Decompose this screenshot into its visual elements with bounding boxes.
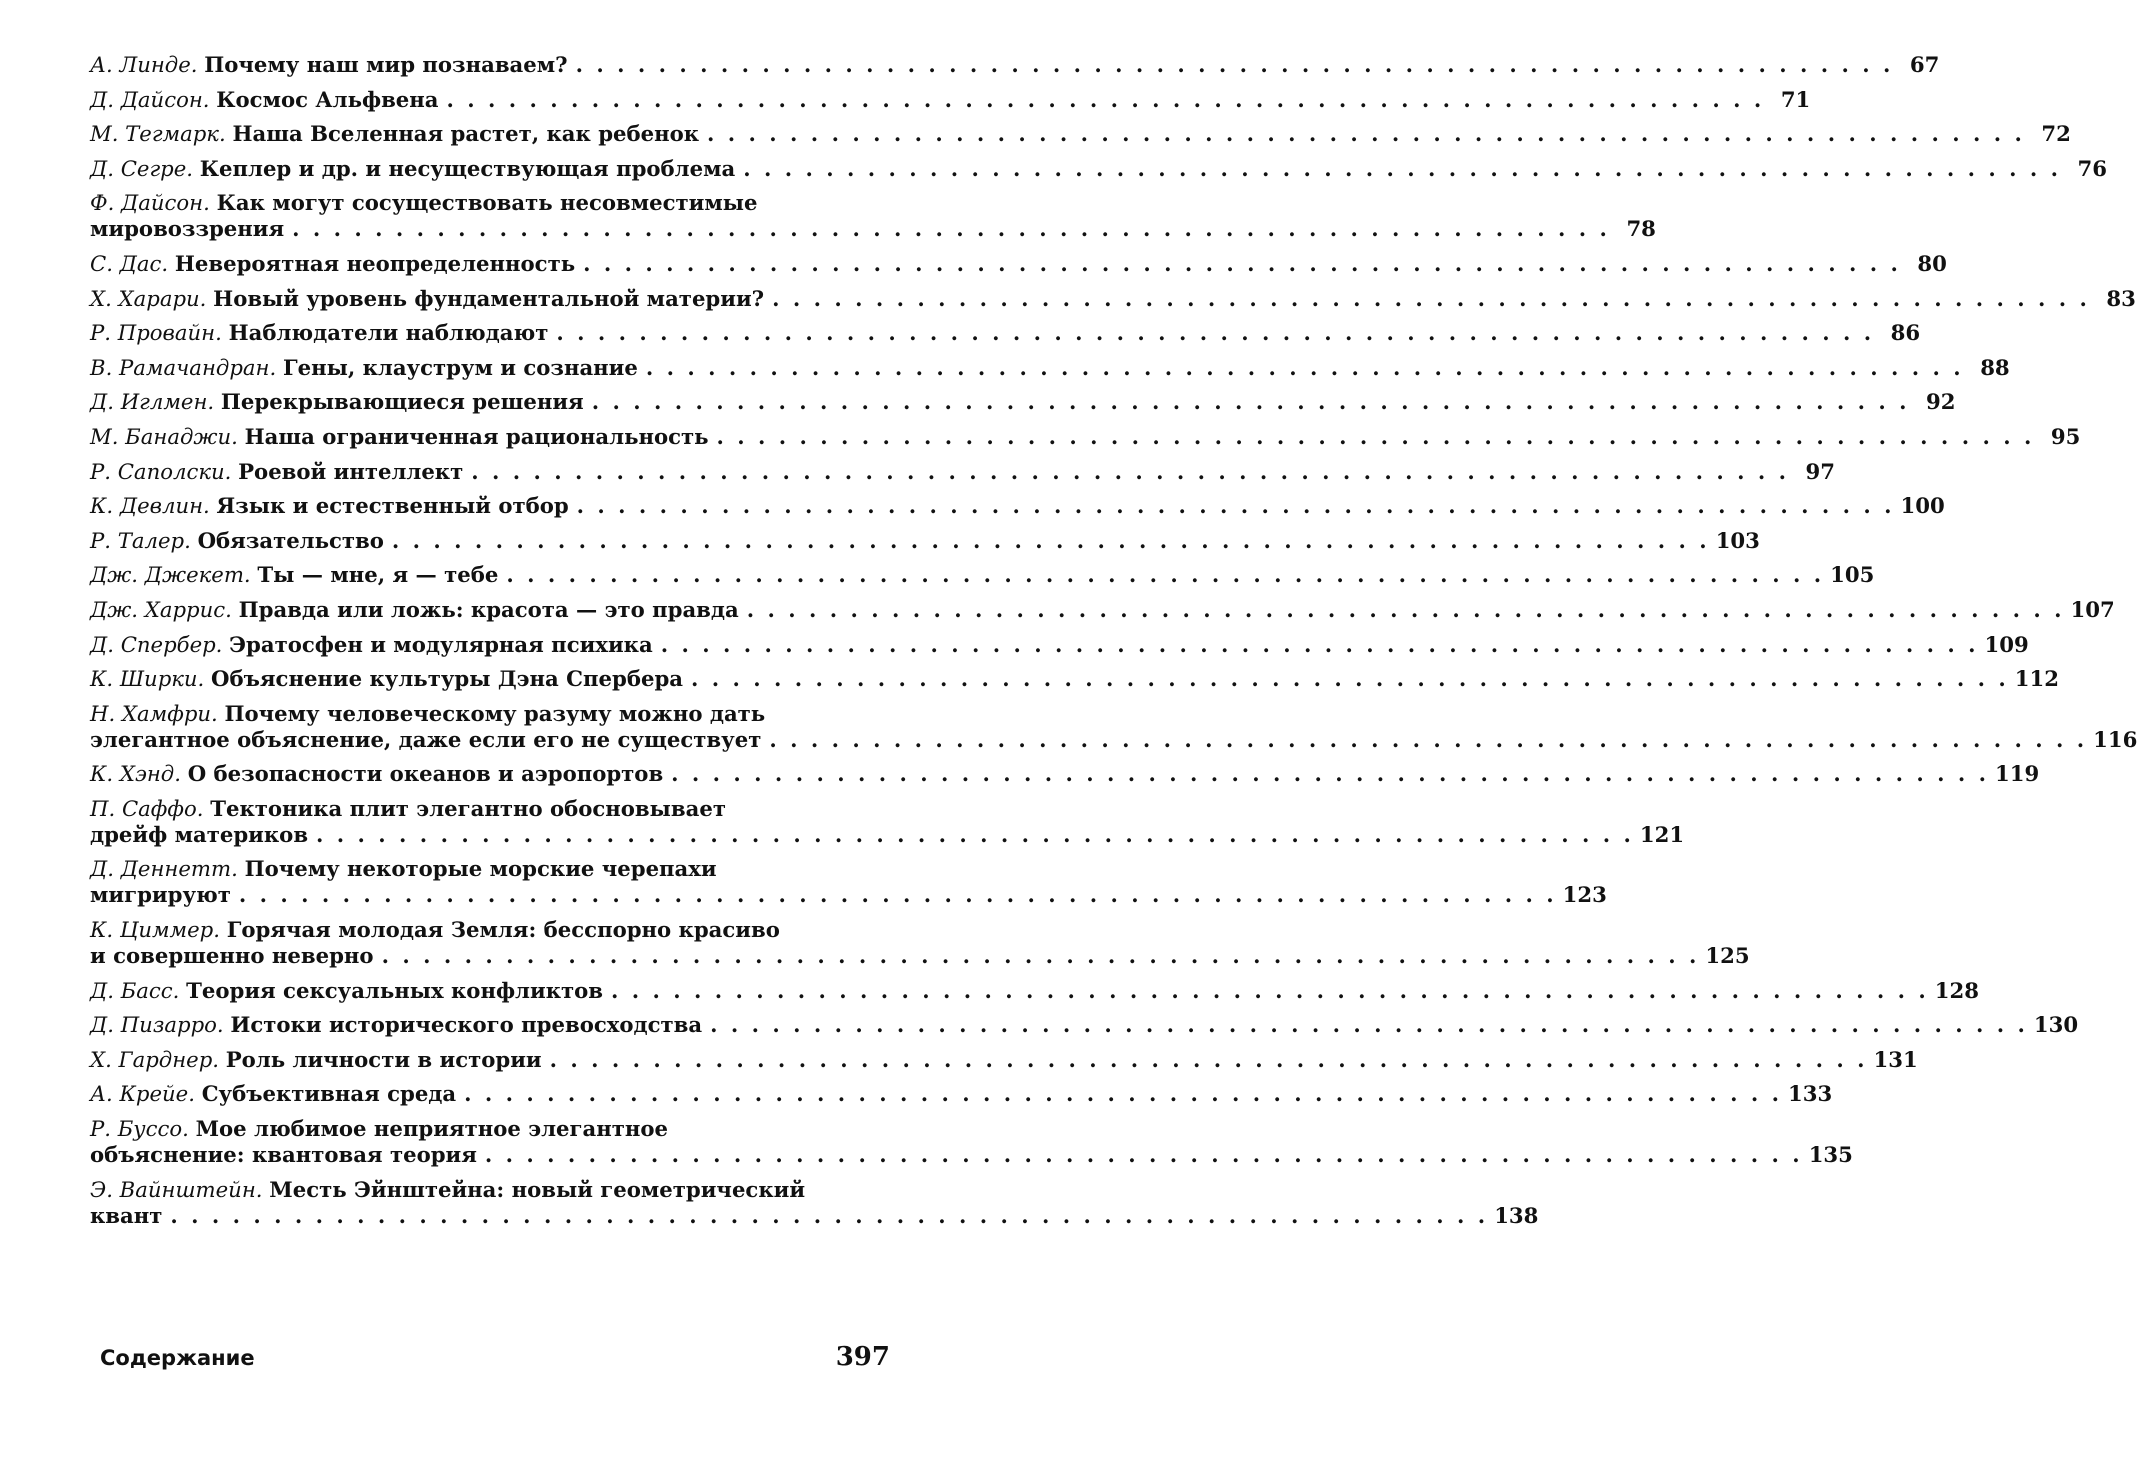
toc-entry-text [90,796,726,821]
toc-entry-line-last [90,121,2071,147]
toc-entry [90,423,2081,450]
dot-leader: . . . . . . . . . . . . . . . . . . . . . . . . . . . . . . . . . . . . . . . . . . . . . . . . . . . . . . . . . . . . . . . . [575,52,1894,77]
dot-leader: . . . . . . . . . . . . . . . . . . . . . . . . . . . . . . . . . . . . . . . . . . . . . . . . . . . . . . . . . . . . . . . . [292,216,1610,242]
toc-page-number: 112 [2014,666,2060,692]
toc-title: Эратосфен и модулярная психика [229,631,653,657]
toc-entry-line-last [90,666,2060,692]
toc-entry-text [90,87,439,113]
toc-author: К. Циммер. [90,917,220,943]
toc-entry-text [90,882,231,908]
dot-leader: . . . . . . . . . . . . . . . . . . . . . . . . . . . . . . . . . . . . . . . . . . . . . . . . . . . . . . . . . . . . . . . . [591,389,1910,415]
toc-author: М. Тегмарк. [90,121,226,147]
toc-title: Как могут сосуществовать несовместимые [216,190,758,216]
toc-entry-text [90,493,569,519]
toc-entry-text [90,320,548,346]
dot-leader: . . . . . . . . . . . . . . . . . . . . . . . . . . . . . . . . . . . . . . . . . . . . . . . . . . . . . . . . . . . . . . . . [710,1012,2028,1038]
toc-page-number: 109 [1984,631,2029,657]
toc-entry-line [90,856,890,882]
dot-leader: . . . . . . . . . . . . . . . . . . . . . . . . . . . . . . . . . . . . . . . . . . . . . . . . . . . . . . . . . . . . . . . . [691,666,2009,692]
toc-entry [90,562,1875,588]
dot-leader: . . . . . . . . . . . . . . . . . . . . . . . . . . . . . . . . . . . . . . . . . . . . . . . . . . . . . . . . . . . . . . . . [506,562,1825,588]
toc-author: Д. Сегре. [90,155,193,181]
toc-entry-text [90,666,683,692]
toc-page-number: 128 [1934,977,1980,1003]
toc-entry-line [90,1177,890,1203]
dot-leader: . . . . . . . . . . . . . . . . . . . . . . . . . . . . . . . . . . . . . . . . . . . . . . . . . . . . . . . . . . . . . . . . [611,977,1929,1003]
toc-entry-text [90,251,575,277]
toc-page-number: 88 [1980,354,2010,380]
toc-title: Невероятная неопределенность [174,250,576,276]
dot-leader: . . . . . . . . . . . . . . . . . . . . . . . . . . . . . . . . . . . . . . . . . . . . . . . . . . . . . . . . . . . . . . . . [170,1202,1489,1228]
toc-title: Истоки исторического превосходства [230,1012,703,1038]
toc-page-number: 72 [2041,121,2071,147]
toc-author: Дж. Джекет. [90,562,251,588]
toc-entry-text [90,190,758,215]
toc-title: объяснение: квантовая теория [90,1142,477,1168]
toc-entry [90,527,1760,554]
toc-entry-line-last [90,389,1956,415]
dot-leader: . . . . . . . . . . . . . . . . . . . . . . . . . . . . . . . . . . . . . . . . . . . . . . . . . . . . . . . . . . . . . . . . [746,596,2065,622]
toc-author: Э. Вайнштейн. [90,1176,263,1202]
toc-entry-line-last [90,943,1750,969]
toc-author: Д. Дайсон. [90,86,210,112]
toc-entry [90,285,2136,312]
toc-entry [90,596,2115,623]
toc-entry [90,856,1607,908]
toc-entry [90,1116,1853,1168]
toc-author: Ф. Дайсон. [90,190,210,216]
toc-author: Д. Иглмен. [90,389,215,415]
toc-entry [90,86,1811,113]
toc-entry-line [90,796,890,822]
toc-page-number: 78 [1626,216,1656,242]
toc-entry-text [90,1012,702,1038]
toc-entry-text [90,156,735,182]
dot-leader: . . . . . . . . . . . . . . . . . . . . . . . . . . . . . . . . . . . . . . . . . . . . . . . . . . . . . . . . . . . . . . . . [707,121,2025,147]
toc-entry-line-last [90,977,1980,1004]
toc-title: О безопасности океанов и аэропортов [187,761,664,787]
toc-entry-line-last [90,527,1760,554]
toc-title: Субъективная среда [201,1081,457,1107]
toc-author: Д. Спербер. [90,631,223,657]
toc-title: Гены, клауструм и сознание [282,354,638,380]
toc-entry-text [90,121,699,147]
toc-entry-text [90,424,709,450]
toc-entry-text [90,286,764,312]
toc-author: Р. Буссо. [90,1116,189,1142]
dot-leader: . . . . . . . . . . . . . . . . . . . . . . . . . . . . . . . . . . . . . . . . . . . . . . . . . . . . . . . . . . . . . . . . [549,1046,1868,1072]
toc-page-number: 76 [2077,155,2108,181]
dot-leader: . . . . . . . . . . . . . . . . . . . . . . . . . . . . . . . . . . . . . . . . . . . . . . . . . . . . . . . . . . . . . . . . [583,250,1901,276]
dot-leader: . . . . . . . . . . . . . . . . . . . . . . . . . . . . . . . . . . . . . . . . . . . . . . . . . . . . . . . . . . . . . . . . [645,354,1964,380]
toc-entry [90,631,2029,658]
toc-title: элегантное объяснение, даже если его не существует [90,726,762,752]
toc-title: Почему некоторые морские черепахи [244,856,717,882]
toc-page-number: 103 [1715,527,1760,553]
toc-entry [90,977,1980,1004]
toc-entry-line-last [90,562,1875,588]
toc-author: П. Саффо. [90,795,204,821]
toc-title: Тектоника плит элегантно обосновывает [210,795,726,821]
toc-title: Наша ограниченная рациональность [244,423,709,449]
toc-entry-line-last [90,1046,1918,1073]
toc-entry-text [90,632,653,658]
toc-entry-line [90,1116,890,1142]
toc-entry-text [90,727,761,753]
dot-leader: . . . . . . . . . . . . . . . . . . . . . . . . . . . . . . . . . . . . . . . . . . . . . . . . . . . . . . . . . . . . . . . . [769,726,2088,752]
toc-entry [90,761,2040,787]
toc-entry-line-last [90,423,2081,450]
toc-author: Д. Басс. [90,977,180,1003]
toc-author: Дж. Харрис. [90,596,232,622]
toc-entry-line-last [90,155,2108,182]
toc-author: Р. Талер. [90,527,191,553]
toc-entry-text [90,761,663,787]
toc-entry-line-last [90,1012,2079,1038]
toc-author: М. Банаджи. [90,423,238,449]
toc-title: Объяснение культуры Дэна Спербера [211,666,683,692]
toc-author: К. Хэнд. [90,761,181,787]
toc-entry [90,1081,1833,1107]
toc-entry-line-last [90,1202,1539,1229]
toc-entry-text [90,459,463,485]
toc-entry [90,250,1947,277]
toc-entry-line-last [90,1081,1833,1107]
toc-page-number: 131 [1873,1046,1918,1072]
toc-title: Теория сексуальных конфликтов [186,977,603,1003]
toc-entry-line-last [90,52,1940,78]
toc-page-number: 121 [1639,821,1685,847]
toc-title: Почему человеческому разуму можно дать [224,700,766,726]
toc-page-number: 67 [1909,52,1940,77]
toc-page-number: 125 [1705,943,1750,969]
toc-entry-text [90,943,374,969]
toc-entry [90,1046,1918,1073]
toc-title: мировоззрения [90,216,285,242]
toc-entry-text [90,562,498,588]
toc-entry-line-last [90,216,1656,242]
toc-entry-text [90,1081,456,1107]
toc-entry-text [90,1177,805,1202]
toc-page-number: 92 [1926,389,1956,415]
toc-author: А. Линде. [90,52,198,77]
dot-leader: . . . . . . . . . . . . . . . . . . . . . . . . . . . . . . . . . . . . . . . . . . . . . . . . . . . . . . . . . . . . . . . . [238,882,1557,908]
toc-entry-text [90,1142,477,1168]
dot-leader: . . . . . . . . . . . . . . . . . . . . . . . . . . . . . . . . . . . . . . . . . . . . . . . . . . . . . . . . . . . . . . . . [660,631,1979,657]
page-number: 397 [835,1342,890,1372]
toc-title: Горячая молодая Земля: бесспорно красиво [226,917,780,943]
toc-entry-line-last [90,250,1947,277]
toc-entry-text [90,52,568,78]
toc-title: Мое любимое неприятное элегантное [195,1116,668,1142]
toc-title: Космос Альфвена [216,86,439,112]
toc-entry-text [90,355,638,381]
toc-title: дрейф материков [90,821,309,847]
toc-title: Новый уровень фундаментальной материи? [213,285,765,311]
table-of-contents [90,52,2137,1237]
toc-author: Х. Харари. [90,285,207,311]
toc-entry-line-last [90,458,1836,485]
toc-entry [90,320,1921,346]
toc-entry-text [90,216,284,242]
toc-title: мигрируют [90,882,231,908]
toc-entry [90,121,2071,147]
toc-entry-line-last [90,596,2115,623]
toc-page-number: 119 [1994,761,2040,787]
toc-title: Правда или ложь: красота — это правда [238,596,739,622]
toc-page-number: 130 [2033,1012,2079,1038]
toc-entry-text [90,856,717,881]
dot-leader: . . . . . . . . . . . . . . . . . . . . . . . . . . . . . . . . . . . . . . . . . . . . . . . . . . . . . . . . . . . . . . . . [471,458,1790,484]
toc-entry-line-last [90,882,1607,908]
toc-author: К. Ширки. [90,666,205,692]
toc-entry-line-last [90,320,1921,346]
dot-leader: . . . . . . . . . . . . . . . . . . . . . . . . . . . . . . . . . . . . . . . . . . . . . . . . . . . . . . . . . . . . . . . . [576,493,1895,519]
dot-leader: . . . . . . . . . . . . . . . . . . . . . . . . . . . . . . . . . . . . . . . . . . . . . . . . . . . . . . . . . . . . . . . . [556,320,1875,346]
toc-page-number: 95 [2050,423,2081,449]
dot-leader: . . . . . . . . . . . . . . . . . . . . . . . . . . . . . . . . . . . . . . . . . . . . . . . . . . . . . . . . . . . . . . . . [446,86,1765,112]
toc-entry [90,458,1836,485]
toc-page-number: 83 [2106,285,2136,311]
toc-page-number: 100 [1900,493,1945,519]
toc-page-number: 123 [1562,882,1607,908]
toc-entry-text [90,1047,542,1073]
toc-entry-text [90,597,739,623]
toc-entry [90,190,1656,242]
toc-author: Х. Гарднер. [90,1046,219,1072]
toc-entry [90,1012,2079,1038]
toc-page-number: 105 [1830,562,1875,588]
toc-page-number: 80 [1917,250,1947,276]
toc-author: В. Рамачандран. [90,354,277,380]
toc-title: Роль личности в истории [225,1046,542,1072]
toc-entry-text [90,389,584,415]
toc-entry-text [90,917,780,942]
toc-title: квант [90,1202,163,1228]
toc-author: Д. Деннетт. [90,856,238,882]
toc-author: Н. Хамфри. [90,700,218,726]
toc-entry [90,155,2108,182]
dot-leader: . . . . . . . . . . . . . . . . . . . . . . . . . . . . . . . . . . . . . . . . . . . . . . . . . . . . . . . . . . . . . . . . [743,155,2062,181]
toc-entry-line-last [90,493,1945,519]
toc-page-number: 107 [2070,596,2115,622]
toc-entry-text [90,1203,162,1229]
toc-entry-line-last [90,285,2136,312]
toc-entry-line [90,917,890,943]
toc-entry-line-last [90,1142,1853,1168]
toc-author: К. Девлин. [90,493,210,519]
dot-leader: . . . . . . . . . . . . . . . . . . . . . . . . . . . . . . . . . . . . . . . . . . . . . . . . . . . . . . . . . . . . . . . . [391,527,1710,553]
toc-page-number: 138 [1494,1202,1539,1228]
running-head: Содержание [100,1346,255,1370]
toc-entry-line-last [90,354,2010,381]
toc-page-number: 116 [2093,726,2137,752]
toc-page-number: 135 [1808,1142,1853,1168]
toc-entry-text [90,978,603,1004]
toc-title: Кеплер и др. и несуществующая проблема [199,155,736,181]
toc-entry-line-last [90,631,2029,658]
toc-title: Месть Эйнштейна: новый геометрический [269,1176,806,1202]
toc-title: и совершенно неверно [90,943,374,969]
toc-title: Роевой интеллект [238,458,464,484]
toc-entry [90,917,1750,969]
toc-entry-text [90,701,765,726]
toc-entry-text [90,528,384,554]
toc-entry [90,389,1956,415]
toc-author: Р. Провайн. [90,320,222,346]
toc-title: Перекрывающиеся решения [220,389,584,415]
toc-author: Р. Саполски. [90,458,232,484]
toc-title: Ты — мне, я — тебе [257,562,499,588]
toc-page-number: 86 [1890,320,1921,346]
toc-entry-line-last [90,821,1685,848]
toc-page-number: 133 [1787,1081,1833,1107]
toc-entry-text [90,1116,668,1141]
toc-author: Д. Пизарро. [90,1012,224,1038]
toc-entry-line-last [90,726,2137,753]
toc-entry [90,354,2010,381]
toc-page-number: 71 [1780,86,1811,112]
toc-entry-line [90,190,890,216]
toc-entry [90,666,2060,692]
toc-author: А. Крейе. [90,1081,195,1107]
dot-leader: . . . . . . . . . . . . . . . . . . . . . . . . . . . . . . . . . . . . . . . . . . . . . . . . . . . . . . . . . . . . . . . . [484,1142,1803,1168]
toc-author: С. Дас. [90,250,169,276]
dot-leader: . . . . . . . . . . . . . . . . . . . . . . . . . . . . . . . . . . . . . . . . . . . . . . . . . . . . . . . . . . . . . . . . [381,943,1700,969]
toc-entry-line-last [90,86,1811,113]
dot-leader: . . . . . . . . . . . . . . . . . . . . . . . . . . . . . . . . . . . . . . . . . . . . . . . . . . . . . . . . . . . . . . . . [716,423,2035,449]
dot-leader: . . . . . . . . . . . . . . . . . . . . . . . . . . . . . . . . . . . . . . . . . . . . . . . . . . . . . . . . . . . . . . . . [772,285,2090,311]
toc-title: Почему наш мир познаваем? [204,52,568,77]
toc-entry [90,1176,1539,1229]
toc-title: Наша Вселенная растет, как ребенок [232,121,700,147]
page-footer [100,1342,890,1372]
toc-entry [90,700,2137,753]
toc-entry [90,493,1945,519]
toc-title: Обязательство [197,527,384,553]
toc-title: Язык и естественный отбор [216,493,569,519]
toc-entry-text [90,822,308,848]
dot-leader: . . . . . . . . . . . . . . . . . . . . . . . . . . . . . . . . . . . . . . . . . . . . . . . . . . . . . . . . . . . . . . . . [316,821,1634,847]
toc-entry-line-last [90,761,2040,787]
dot-leader: . . . . . . . . . . . . . . . . . . . . . . . . . . . . . . . . . . . . . . . . . . . . . . . . . . . . . . . . . . . . . . . . [671,761,1989,787]
toc-entry [90,52,1940,78]
toc-entry-line [90,701,890,727]
toc-entry [90,795,1685,848]
dot-leader: . . . . . . . . . . . . . . . . . . . . . . . . . . . . . . . . . . . . . . . . . . . . . . . . . . . . . . . . . . . . . . . . [464,1081,1782,1107]
toc-title: Наблюдатели наблюдают [228,320,549,346]
toc-page-number: 97 [1805,458,1836,484]
